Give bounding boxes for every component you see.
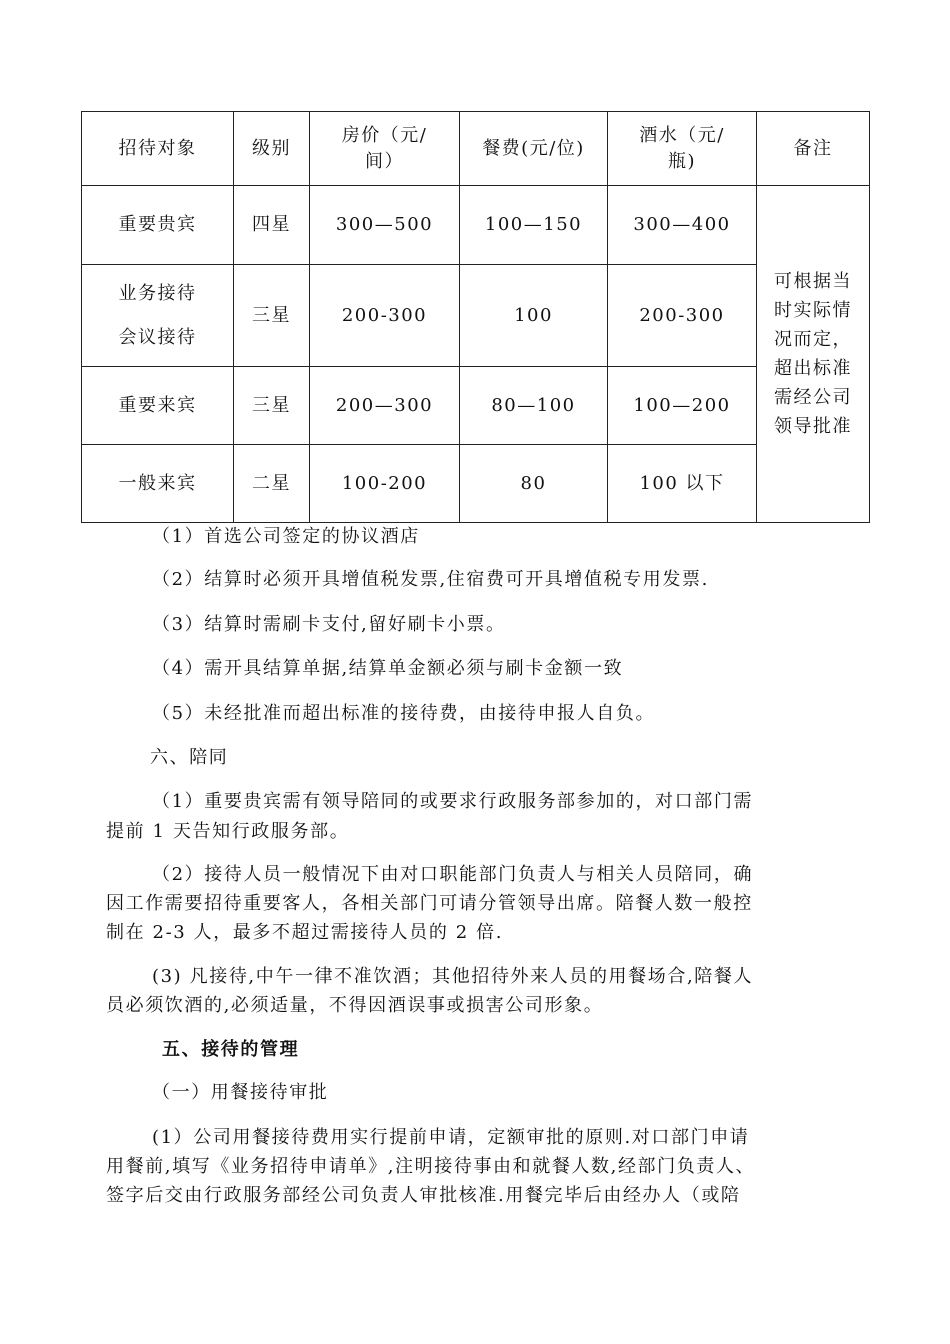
cell-target: 一般来宾 <box>82 445 234 523</box>
table-row <box>82 367 870 445</box>
cell-remarks: 可根据当 时实际情 况而定， 超出标准 需经公司 领导批准 <box>757 186 870 523</box>
rule-item-4: （4）需开具结算单据,结算单金额必须与刷卡金额一致 <box>152 658 624 679</box>
reception-standard-table <box>81 111 870 523</box>
approval-paragraph-line-1: (1）公司用餐接待费用实行提前申请，定额审批的原则.对口部门申请 <box>152 1127 750 1148</box>
cell-level: 三星 <box>234 367 310 445</box>
cell-meal: 80 <box>460 445 608 523</box>
cell-room: 100-200 <box>310 445 460 523</box>
accompany-item-1-line-1: （1）重要贵宾需有领导陪同的或要求行政服务部参加的，对口部门需 <box>152 791 754 812</box>
cell-room: 300—500 <box>310 186 460 265</box>
cell-target: 重要来宾 <box>82 367 234 445</box>
rule-item-5: （5）未经批准而超出标准的接待费，由接待申报人自负。 <box>152 703 656 724</box>
header-meal-fee: 餐费(元/位) <box>460 112 608 186</box>
table-row <box>82 265 870 367</box>
rule-item-2: （2）结算时必须开具增值税发票,住宿费可开具增值税专用发票. <box>152 569 709 590</box>
table-header-row <box>82 112 870 186</box>
accompany-item-3-line-2: 员必须饮酒的,必须适量，不得因酒误事或损害公司形象。 <box>106 995 604 1016</box>
cell-room: 200-300 <box>310 265 460 367</box>
rule-item-3: （3）结算时需刷卡支付,留好刷卡小票。 <box>152 614 506 635</box>
cell-target: 重要贵宾 <box>82 186 234 265</box>
approval-paragraph-line-3: 签字后交由行政服务部经公司负责人审批核准.用餐完毕后由经办人（或陪 <box>106 1185 741 1206</box>
header-level: 级别 <box>234 112 310 186</box>
cell-drink: 100—200 <box>608 367 757 445</box>
cell-meal: 100—150 <box>460 186 608 265</box>
cell-level: 三星 <box>234 265 310 367</box>
accompany-item-2-line-3: 制在 2-3 人，最多不超过需接待人员的 2 倍. <box>106 922 504 943</box>
accompany-item-3-line-1: (3) 凡接待,中午一律不准饮酒；其他招待外来人员的用餐场合,陪餐人 <box>152 966 754 987</box>
cell-level: 二星 <box>234 445 310 523</box>
header-target: 招待对象 <box>82 112 234 186</box>
rule-item-1: （1）首选公司签定的协议酒店 <box>152 526 420 547</box>
accompany-item-2-line-2: 因工作需要招待重要客人，各相关部门可请分管领导出席。陪餐人数一般控 <box>106 893 753 914</box>
cell-drink: 300—400 <box>608 186 757 265</box>
table-row <box>82 186 870 265</box>
cell-drink: 200-300 <box>608 265 757 367</box>
header-drinks: 酒水（元/ 瓶) <box>608 112 757 186</box>
cell-meal: 80—100 <box>460 367 608 445</box>
accompany-item-1-line-2: 提前 1 天告知行政服务部。 <box>106 821 350 842</box>
header-remarks: 备注 <box>757 112 870 186</box>
subsection-heading-meal-approval: （一）用餐接待审批 <box>152 1082 329 1103</box>
section-heading-accompany: 六、陪同 <box>150 747 229 768</box>
cell-meal: 100 <box>460 265 608 367</box>
accompany-item-2-line-1: （2）接待人员一般情况下由对口职能部门负责人与相关人员陪同，确 <box>152 864 754 885</box>
table-row <box>82 445 870 523</box>
section-heading-management: 五、接待的管理 <box>162 1039 300 1060</box>
approval-paragraph-line-2: 用餐前,填写《业务招待申请单》,注明接待事由和就餐人数,经部门负责人、 <box>106 1156 756 1177</box>
cell-room: 200—300 <box>310 367 460 445</box>
cell-drink: 100 以下 <box>608 445 757 523</box>
cell-target: 业务接待 会议接待 <box>82 265 234 367</box>
cell-level: 四星 <box>234 186 310 265</box>
header-room-price: 房价（元/ 间） <box>310 112 460 186</box>
